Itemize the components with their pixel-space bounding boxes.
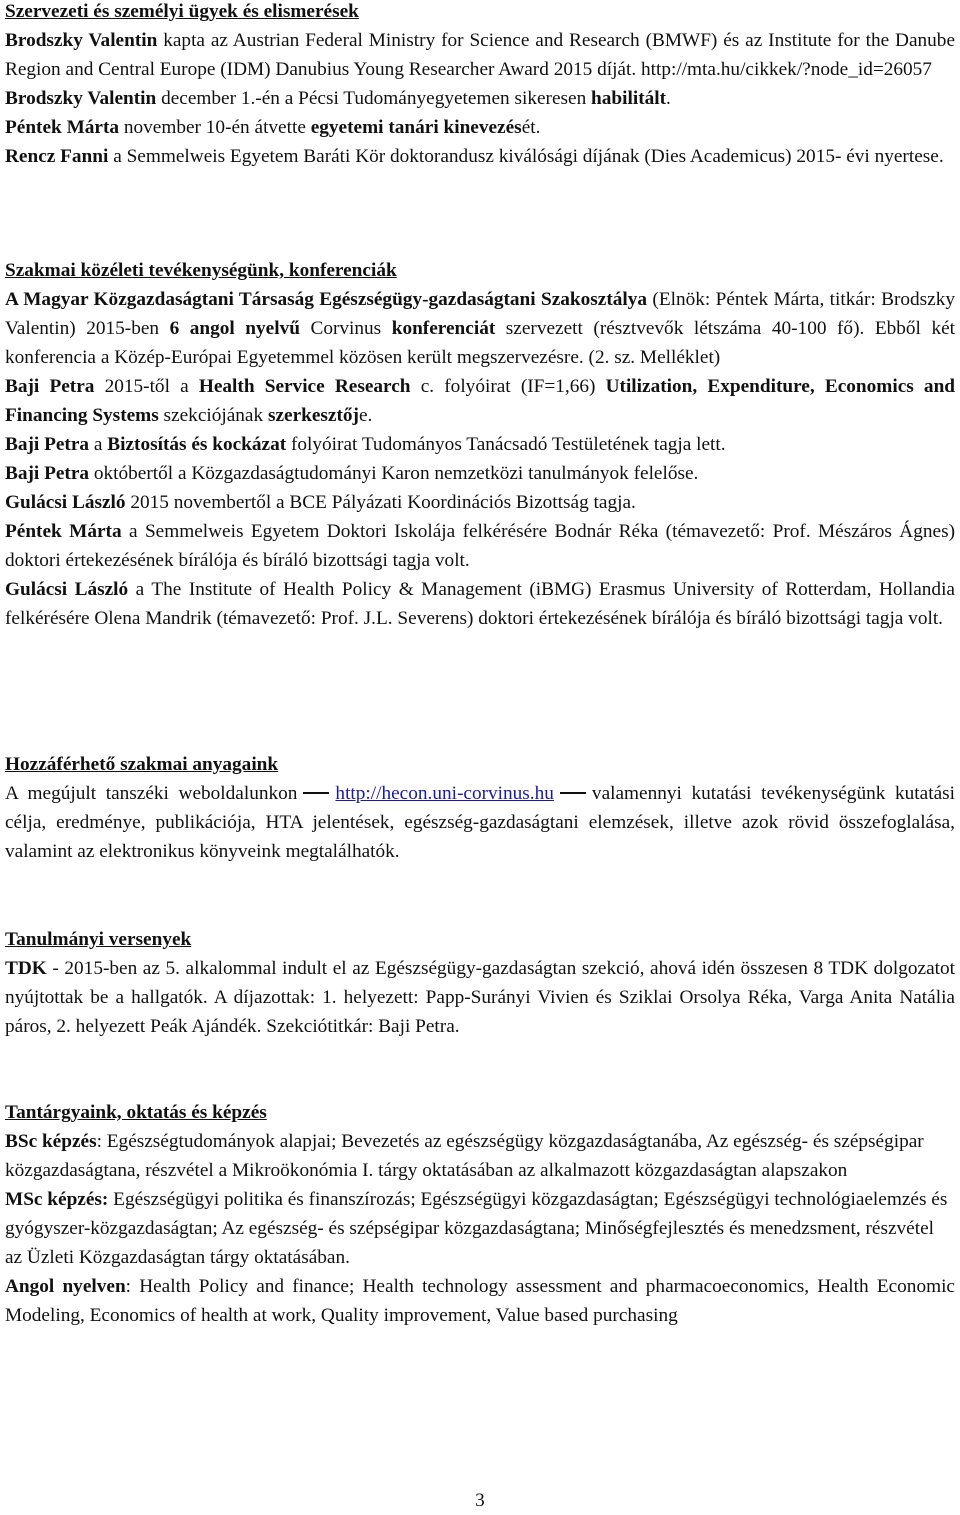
- section-heading: Szakmai közéleti tevékenységünk, konferenciák: [5, 260, 397, 281]
- paragraph: Angol nyelven: Health Policy and finance; Health technology assessment and pharmacoeconomics, Health Economic Modeling, Economics of health at work, Quality improvement, Value based purchasing: [5, 1276, 955, 1326]
- paragraph: Baji Petra a Biztosítás és kockázat folyóirat Tudományos Tanácsadó Testületének tagja lett.: [5, 434, 726, 455]
- section-heading: Hozzáférhető szakmai anyagaink: [5, 754, 279, 775]
- paragraph: TDK - 2015-ben az 5. alkalommal indult el az Egészségügy-gazdaságtan szekció, ahová idén összesen 8 TDK dolgozatot nyújtottak be a hallgatók. A díjazottak: 1. helyezett: Papp-Surányi Vivien és Sziklai Orsolya Réka, Varga Anita Natália páros, 2. helyezett Peák Ajándék. Szekciótitkár: Baji Petra.: [5, 958, 955, 1037]
- paragraph: Baji Petra októbertől a Közgazdaságtudományi Karon nemzetközi tanulmányok felelőse.: [5, 463, 699, 484]
- paragraph: Rencz Fanni a Semmelweis Egyetem Baráti Kör doktorandusz kiválósági díjának (Dies Academicus) 2015- évi nyertese.: [5, 146, 944, 167]
- em-dash: [560, 792, 586, 794]
- paragraph: Brodszky Valentin kapta az Austrian Federal Ministry for Science and Research (BMWF) és az Institute for the Danube Region and Central Europe (IDM) Danubius Young Researcher Award 2015 díját. http://mta.hu/cikkek/?node_id=26057: [5, 30, 956, 80]
- paragraph: A Magyar Közgazdaságtani Társaság Egészségügy-gazdaságtani Szakosztálya (Elnök: Péntek Márta, titkár: Brodszky Valentin) 2015-ben 6 angol nyelvű Corvinus konferenciát szervezett (résztvevők létszáma 40-100 fő). Ebből két konferencia a Közép-Európai Egyetemmel közösen került megszervezésre. (2. sz. Melléklet): [5, 289, 955, 368]
- person-name: Brodszky Valentin: [5, 88, 157, 109]
- section-materials: [5, 750, 955, 866]
- paragraph: Gulácsi László 2015 novembertől a BCE Pályázati Koordinációs Bizottság tagja.: [5, 492, 636, 513]
- section-competitions: [5, 925, 955, 1041]
- person-name: Brodszky Valentin: [5, 30, 158, 51]
- section-awards: [5, 0, 955, 171]
- paragraph: BSc képzés: Egészségtudományok alapjai; Bevezetés az egészségügy közgazdaságtanába, Az egészség- és szépségipar közgazdaságtana, részvétel a Mikroökonómia I. tárgy oktatásában az alkalmazott közgazdaságtan alapszakon: [5, 1131, 924, 1181]
- website-link[interactable]: http://hecon.uni-corvinus.hu: [335, 783, 554, 804]
- paragraph: Baji Petra 2015-től a Health Service Research c. folyóirat (IF=1,66) Utilization, Expenditure, Economics and Financing Systems szekciójának szerkesztője.: [5, 376, 956, 426]
- person-name: Rencz Fanni: [5, 146, 109, 167]
- paragraph: Brodszky Valentin december 1.-én a Pécsi Tudományegyetemen sikeresen habilitált.: [5, 88, 671, 109]
- section-heading: Tantárgyaink, oktatás és képzés: [5, 1102, 267, 1123]
- person-name: Péntek Márta: [5, 117, 120, 138]
- section-heading: Tanulmányi versenyek: [5, 929, 192, 950]
- paragraph: Péntek Márta a Semmelweis Egyetem Doktori Iskolája felkérésére Bodnár Réka (témavezető: Prof. Mészáros Ágnes) doktori értekezésének bírálója és bíráló bizottsági tagja volt.: [5, 521, 955, 571]
- paragraph: A megújult tanszéki weboldalunkon http://hecon.uni-corvinus.hu valamennyi kutatási tevékenységünk kutatási célja, eredménye, publikációja, HTA jelentések, egészség-gazdaságtani elemzések, illetve azok rövid összefoglalása, valamint az elektronikus könyveink megtalálhatók.: [5, 783, 955, 862]
- section-heading: Szervezeti és személyi ügyek és elismerések: [5, 1, 359, 22]
- section-courses: [5, 1098, 955, 1330]
- paragraph: MSc képzés: Egészségügyi politika és finanszírozás; Egészségügyi közgazdaságtan; Egészségügyi technológiaelemzés és gyógyszer-közgazdaságtan; Az egészség- és szépségipar közgazdaságtana; Minőségfejlesztés és menedzsment, részvétel az Üzleti Közgazdaságtan tárgy oktatásában.: [5, 1189, 948, 1268]
- paragraph: Péntek Márta november 10-én átvette egyetemi tanári kinevezését.: [5, 117, 541, 138]
- page-number: 3: [475, 1490, 485, 1511]
- paragraph: Gulácsi László a The Institute of Health Policy & Management (iBMG) Erasmus University of Rotterdam, Hollandia felkérésére Olena Mandrik (témavezető: Prof. J.L. Severens) doktori értekezésének bírálója és bíráló bizottsági tagja volt.: [5, 579, 955, 629]
- em-dash: [303, 792, 329, 794]
- section-conferences: [5, 256, 955, 633]
